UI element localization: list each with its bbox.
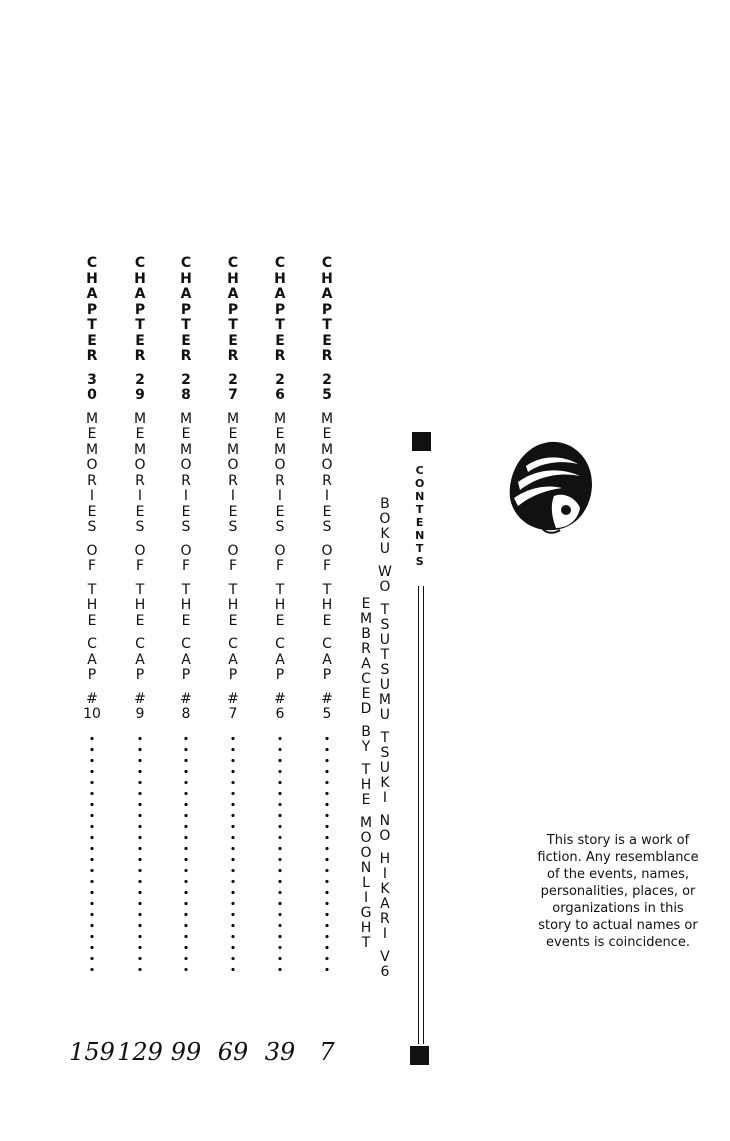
contents-char: O xyxy=(415,477,425,490)
page-number: 7 xyxy=(319,1038,335,1066)
chapter-word-char: A xyxy=(321,286,333,302)
chapter-title-char: M xyxy=(179,410,193,427)
chapter-title xyxy=(321,412,333,723)
page-number: 159 xyxy=(69,1038,115,1066)
book-title-char: T xyxy=(380,602,390,618)
chapter-word-char: R xyxy=(321,348,333,364)
disclaimer-line: organizations in this xyxy=(552,901,684,916)
top-square-ornament xyxy=(412,432,431,451)
subtitle-char: L xyxy=(362,875,370,891)
chapter-title xyxy=(180,412,192,723)
chapter-title-char: M xyxy=(226,441,240,458)
book-title-char: W xyxy=(378,564,392,580)
chapter-word-char: H xyxy=(180,270,192,287)
chapter-word-char: A xyxy=(86,286,98,302)
subtitle-char: O xyxy=(360,845,372,861)
contents-char: N xyxy=(415,490,425,503)
chapter-title-char: M xyxy=(273,441,287,458)
disclaimer xyxy=(523,832,713,951)
chapter-word-char: H xyxy=(321,270,333,287)
chapter-title-char: E xyxy=(322,612,332,629)
chapter-title-char: O xyxy=(180,542,192,559)
double-rule xyxy=(418,586,424,1044)
contents-char: T xyxy=(415,503,424,516)
chapter-title-char: C xyxy=(181,636,191,652)
chapter-word-char: T xyxy=(181,317,191,333)
chapter-title-char: # xyxy=(134,690,146,707)
chapter-heading xyxy=(227,256,239,404)
chapter-word-char: R xyxy=(180,348,192,364)
chapter-title-char: A xyxy=(135,651,145,668)
chapter-title-char: M xyxy=(320,441,334,458)
book-title xyxy=(378,497,392,980)
chapter-title-char: 5 xyxy=(322,706,332,722)
chapter-title-char: F xyxy=(322,558,332,574)
book-title-char: A xyxy=(380,896,390,912)
chapter-title-char: O xyxy=(227,542,239,559)
chapter-number-char: 2 xyxy=(228,371,238,388)
chapter-title-char: C xyxy=(87,636,97,652)
chapter-title-char: M xyxy=(179,441,193,458)
chapter-title-char: O xyxy=(86,457,98,473)
page-number: 69 xyxy=(217,1038,249,1066)
subtitle-char: T xyxy=(361,935,371,951)
chapter-title-char: H xyxy=(274,597,286,613)
chapter-title-char: # xyxy=(227,690,239,707)
chapter-word-char: P xyxy=(321,301,333,318)
chapter-number-char: 5 xyxy=(322,387,332,403)
chapter-title-char: T xyxy=(275,581,285,598)
book-title-char: S xyxy=(380,617,390,633)
book-title-char: U xyxy=(379,541,391,557)
page-number: 99 xyxy=(170,1038,202,1066)
chapter-title-char: I xyxy=(137,488,143,504)
chapter-word-char: E xyxy=(275,332,285,349)
chapter-title-char: H xyxy=(86,597,98,613)
chapter-word-char: T xyxy=(275,317,285,333)
chapter-title-char: M xyxy=(320,410,334,427)
chapter-title-char: T xyxy=(135,581,145,598)
chapter-title-char: E xyxy=(275,612,285,629)
chapter-title-char: # xyxy=(86,690,98,707)
chapter-title-char: E xyxy=(135,612,145,629)
chapter-title-char: P xyxy=(228,667,238,683)
subtitle-char: Y xyxy=(361,739,371,755)
chapter-title-char: I xyxy=(324,488,330,504)
chapter-title-char: A xyxy=(275,651,285,668)
subtitle-char: O xyxy=(360,830,372,846)
leader-dots xyxy=(231,733,235,971)
chapter-title-char: O xyxy=(274,542,286,559)
chapter-entry[interactable] xyxy=(130,256,150,971)
chapter-title-char: H xyxy=(134,597,146,613)
chapter-entry[interactable] xyxy=(270,256,290,971)
chapter-title-char: T xyxy=(181,581,191,598)
chapter-title-char: R xyxy=(87,472,97,489)
chapter-title-char: # xyxy=(180,690,192,707)
chapter-title-char: M xyxy=(273,410,287,427)
subtitle xyxy=(360,597,372,951)
chapter-title-char: S xyxy=(228,519,238,535)
chapter-title-char: M xyxy=(85,441,99,458)
bottom-square-ornament xyxy=(410,1046,429,1065)
chapter-title-char: C xyxy=(228,636,238,652)
chapter-title-char: E xyxy=(322,503,332,520)
chapter-word-char: T xyxy=(228,317,238,333)
chapter-title-char: C xyxy=(135,636,145,652)
subtitle-char: N xyxy=(360,860,372,876)
book-title-char: K xyxy=(380,881,390,897)
chapter-word-char: P xyxy=(274,301,286,318)
chapter-word-char: C xyxy=(134,255,146,271)
chapter-title-char: E xyxy=(228,612,238,629)
contents-label xyxy=(415,464,424,568)
chapter-word-char: P xyxy=(227,301,239,318)
chapter-title-char: 10 xyxy=(83,706,101,722)
chapter-title-char: H xyxy=(180,597,192,613)
chapter-title xyxy=(227,412,239,723)
leader-dots xyxy=(325,733,329,971)
subtitle-char: E xyxy=(361,596,371,612)
chapter-word-char: A xyxy=(274,286,286,302)
book-title-char: U xyxy=(379,632,391,648)
subtitle-char: E xyxy=(361,792,371,808)
chapter-title-char: M xyxy=(85,410,99,427)
chapter-number-char: 2 xyxy=(181,371,191,388)
chapter-number-char: 6 xyxy=(275,387,285,403)
chapter-title-char: O xyxy=(180,457,192,473)
chapter-word-char: C xyxy=(274,255,286,271)
book-title-char: O xyxy=(379,828,391,844)
contents-char: N xyxy=(415,529,425,542)
chapter-title-char: P xyxy=(181,667,191,683)
chapter-entry[interactable] xyxy=(317,256,337,971)
chapter-title-char: F xyxy=(87,558,97,574)
disclaimer-line: This story is a work of xyxy=(546,833,690,848)
chapter-title-char: E xyxy=(181,426,191,442)
chapter-title-char: O xyxy=(274,457,286,473)
chapter-word-char: E xyxy=(228,332,238,349)
chapter-title-char: E xyxy=(87,426,97,442)
chapter-number-char: 7 xyxy=(228,387,238,403)
chapter-title xyxy=(83,412,101,723)
subtitle-char: C xyxy=(361,671,371,687)
chapter-title-char: F xyxy=(181,558,191,574)
chapter-title-char: O xyxy=(134,457,146,473)
chapter-title-char: S xyxy=(275,519,285,535)
subtitle-char: M xyxy=(360,611,373,627)
chapter-title-char: E xyxy=(275,426,285,442)
chapter-title-char: O xyxy=(86,542,98,559)
chapter-word-char: C xyxy=(227,255,239,271)
disclaimer-line: events is coincidence. xyxy=(546,935,690,950)
leader-dots xyxy=(90,733,94,971)
subtitle-char: M xyxy=(360,815,373,831)
chapter-title-char: M xyxy=(226,410,240,427)
chapter-title-char: R xyxy=(322,472,332,489)
book-title-char: B xyxy=(380,496,390,512)
chapter-heading xyxy=(86,256,98,404)
subtitle-char: D xyxy=(360,701,372,717)
leader-dots xyxy=(184,733,188,971)
book-title-char: T xyxy=(380,730,390,746)
book-title-char: K xyxy=(380,775,390,791)
chapter-word-char: H xyxy=(227,270,239,287)
subtitle-char: H xyxy=(360,920,372,936)
chapter-title-char: A xyxy=(322,651,332,668)
chapter-word-char: T xyxy=(322,317,332,333)
chapter-title-char: S xyxy=(87,519,97,535)
book-title-char: O xyxy=(379,511,391,527)
chapter-number-char: 9 xyxy=(135,387,145,403)
face-logo-icon xyxy=(506,436,596,540)
chapter-title-char: R xyxy=(181,472,191,489)
chapter-entry[interactable] xyxy=(176,256,196,971)
chapter-word-char: H xyxy=(86,270,98,287)
book-title-char: H xyxy=(379,851,391,867)
chapter-title xyxy=(134,412,146,723)
chapter-title-char: S xyxy=(322,519,332,535)
chapter-title-char: E xyxy=(87,503,97,520)
chapter-title-char: F xyxy=(135,558,145,574)
chapter-title-char: I xyxy=(277,488,283,504)
chapter-title-char: M xyxy=(133,410,147,427)
chapter-title-char: O xyxy=(227,457,239,473)
chapter-number-char: 8 xyxy=(181,387,191,403)
chapter-title-char: E xyxy=(275,503,285,520)
subtitle-char: R xyxy=(361,641,371,657)
chapter-title-char: O xyxy=(134,542,146,559)
chapter-title-char: S xyxy=(181,519,191,535)
subtitle-char: B xyxy=(361,626,371,642)
disclaimer-line: story to actual names or xyxy=(538,918,698,933)
chapter-word-char: H xyxy=(274,270,286,287)
subtitle-char: I xyxy=(363,890,369,906)
chapter-number-char: 3 xyxy=(87,371,97,388)
chapter-number-char: 2 xyxy=(135,371,145,388)
book-title-char: S xyxy=(380,745,390,761)
book-title-char: R xyxy=(380,911,390,927)
chapter-title-char: E xyxy=(87,612,97,629)
leader-dots xyxy=(278,733,282,971)
book-title-char: O xyxy=(379,579,391,595)
chapter-title-char: C xyxy=(322,636,332,652)
chapter-title-char: H xyxy=(227,597,239,613)
disclaimer-line: fiction. Any resemblance xyxy=(537,850,699,865)
chapter-word-char: R xyxy=(86,348,98,364)
chapter-title-char: A xyxy=(181,651,191,668)
book-title-char: U xyxy=(379,677,391,693)
chapter-title-char: P xyxy=(275,667,285,683)
chapter-word-char: R xyxy=(227,348,239,364)
chapter-entry[interactable] xyxy=(223,256,243,971)
contents-char: T xyxy=(415,542,424,555)
chapter-word-char: E xyxy=(181,332,191,349)
chapter-word-char: R xyxy=(134,348,146,364)
chapter-title-char: F xyxy=(275,558,285,574)
book-title-char: V xyxy=(380,949,390,965)
chapter-heading xyxy=(134,256,146,404)
chapter-title-char: C xyxy=(275,636,285,652)
chapter-word-char: A xyxy=(227,286,239,302)
chapter-title-char: 6 xyxy=(275,706,285,722)
chapter-title-char: T xyxy=(87,581,97,598)
chapter-word-char: T xyxy=(135,317,145,333)
book-title-char: S xyxy=(380,662,390,678)
chapter-entry[interactable] xyxy=(82,256,102,971)
chapter-heading xyxy=(180,256,192,404)
chapter-title-char: P xyxy=(135,667,145,683)
subtitle-char: G xyxy=(360,905,372,921)
chapter-title-char: # xyxy=(321,690,333,707)
chapter-word-char: A xyxy=(134,286,146,302)
chapter-number-char: 0 xyxy=(87,387,97,403)
chapter-title-char: F xyxy=(228,558,238,574)
chapter-title xyxy=(274,412,286,723)
chapter-title-char: E xyxy=(228,426,238,442)
book-title-char: T xyxy=(380,647,390,663)
chapter-word-char: A xyxy=(180,286,192,302)
leader-dots xyxy=(138,733,142,971)
chapter-title-char: E xyxy=(135,426,145,442)
chapter-title-char: R xyxy=(135,472,145,489)
subtitle-char: H xyxy=(360,777,372,793)
book-title-char: K xyxy=(380,526,390,542)
chapter-title-char: O xyxy=(321,542,333,559)
chapter-word-char: P xyxy=(180,301,192,318)
contents-char: S xyxy=(415,555,424,568)
subtitle-char: E xyxy=(361,686,371,702)
chapter-word-char: C xyxy=(86,255,98,271)
chapter-word-char: T xyxy=(87,317,97,333)
chapter-title-char: I xyxy=(230,488,236,504)
chapter-number-char: 2 xyxy=(322,371,332,388)
page-number: 39 xyxy=(264,1038,296,1066)
disclaimer-line: of the events, names, xyxy=(547,867,689,882)
chapter-title-char: R xyxy=(275,472,285,489)
subtitle-char: A xyxy=(361,656,371,672)
chapter-title-char: P xyxy=(322,667,332,683)
chapter-title-char: I xyxy=(89,488,95,504)
book-title-char: I xyxy=(382,866,387,882)
contents-char: E xyxy=(415,516,424,529)
chapter-title-char: A xyxy=(228,651,238,668)
chapter-title-char: 8 xyxy=(181,706,191,722)
book-title-char: M xyxy=(378,692,391,708)
chapter-word-char: H xyxy=(134,270,146,287)
book-title-char: I xyxy=(382,790,387,806)
chapter-title-char: T xyxy=(228,581,238,598)
subtitle-char: B xyxy=(361,724,371,740)
chapter-number-char: 2 xyxy=(275,371,285,388)
chapter-title-char: R xyxy=(228,472,238,489)
chapter-heading xyxy=(274,256,286,404)
page-number: 129 xyxy=(117,1038,163,1066)
chapter-title-char: O xyxy=(321,457,333,473)
chapter-word-char: E xyxy=(135,332,145,349)
chapter-word-char: E xyxy=(87,332,97,349)
book-title-char: N xyxy=(379,813,391,829)
chapter-title-char: S xyxy=(135,519,145,535)
chapter-title-char: 9 xyxy=(135,706,145,722)
book-title-char: 6 xyxy=(380,964,390,980)
chapter-title-char: M xyxy=(133,441,147,458)
chapter-title-char: H xyxy=(321,597,333,613)
chapter-title-char: E xyxy=(322,426,332,442)
chapter-title-char: I xyxy=(183,488,189,504)
chapter-title-char: A xyxy=(87,651,97,668)
chapter-title-char: E xyxy=(228,503,238,520)
chapter-title-char: P xyxy=(87,667,97,683)
book-title-char: U xyxy=(379,760,391,776)
book-title-char: U xyxy=(379,707,391,723)
disclaimer-line: personalities, places, or xyxy=(540,884,696,899)
chapter-title-char: # xyxy=(274,690,286,707)
chapter-heading xyxy=(321,256,333,404)
chapter-title-char: E xyxy=(135,503,145,520)
chapter-word-char: P xyxy=(134,301,146,318)
chapter-title-char: E xyxy=(181,503,191,520)
chapter-word-char: R xyxy=(274,348,286,364)
contents-char: C xyxy=(415,464,424,477)
chapter-title-char: 7 xyxy=(228,706,238,722)
chapter-word-char: C xyxy=(321,255,333,271)
chapter-word-char: P xyxy=(86,301,98,318)
chapter-word-char: E xyxy=(322,332,332,349)
subtitle-char: T xyxy=(361,762,371,778)
chapter-title-char: E xyxy=(181,612,191,629)
chapter-word-char: C xyxy=(180,255,192,271)
book-title-char: I xyxy=(382,926,387,942)
chapter-title-char: T xyxy=(322,581,332,598)
